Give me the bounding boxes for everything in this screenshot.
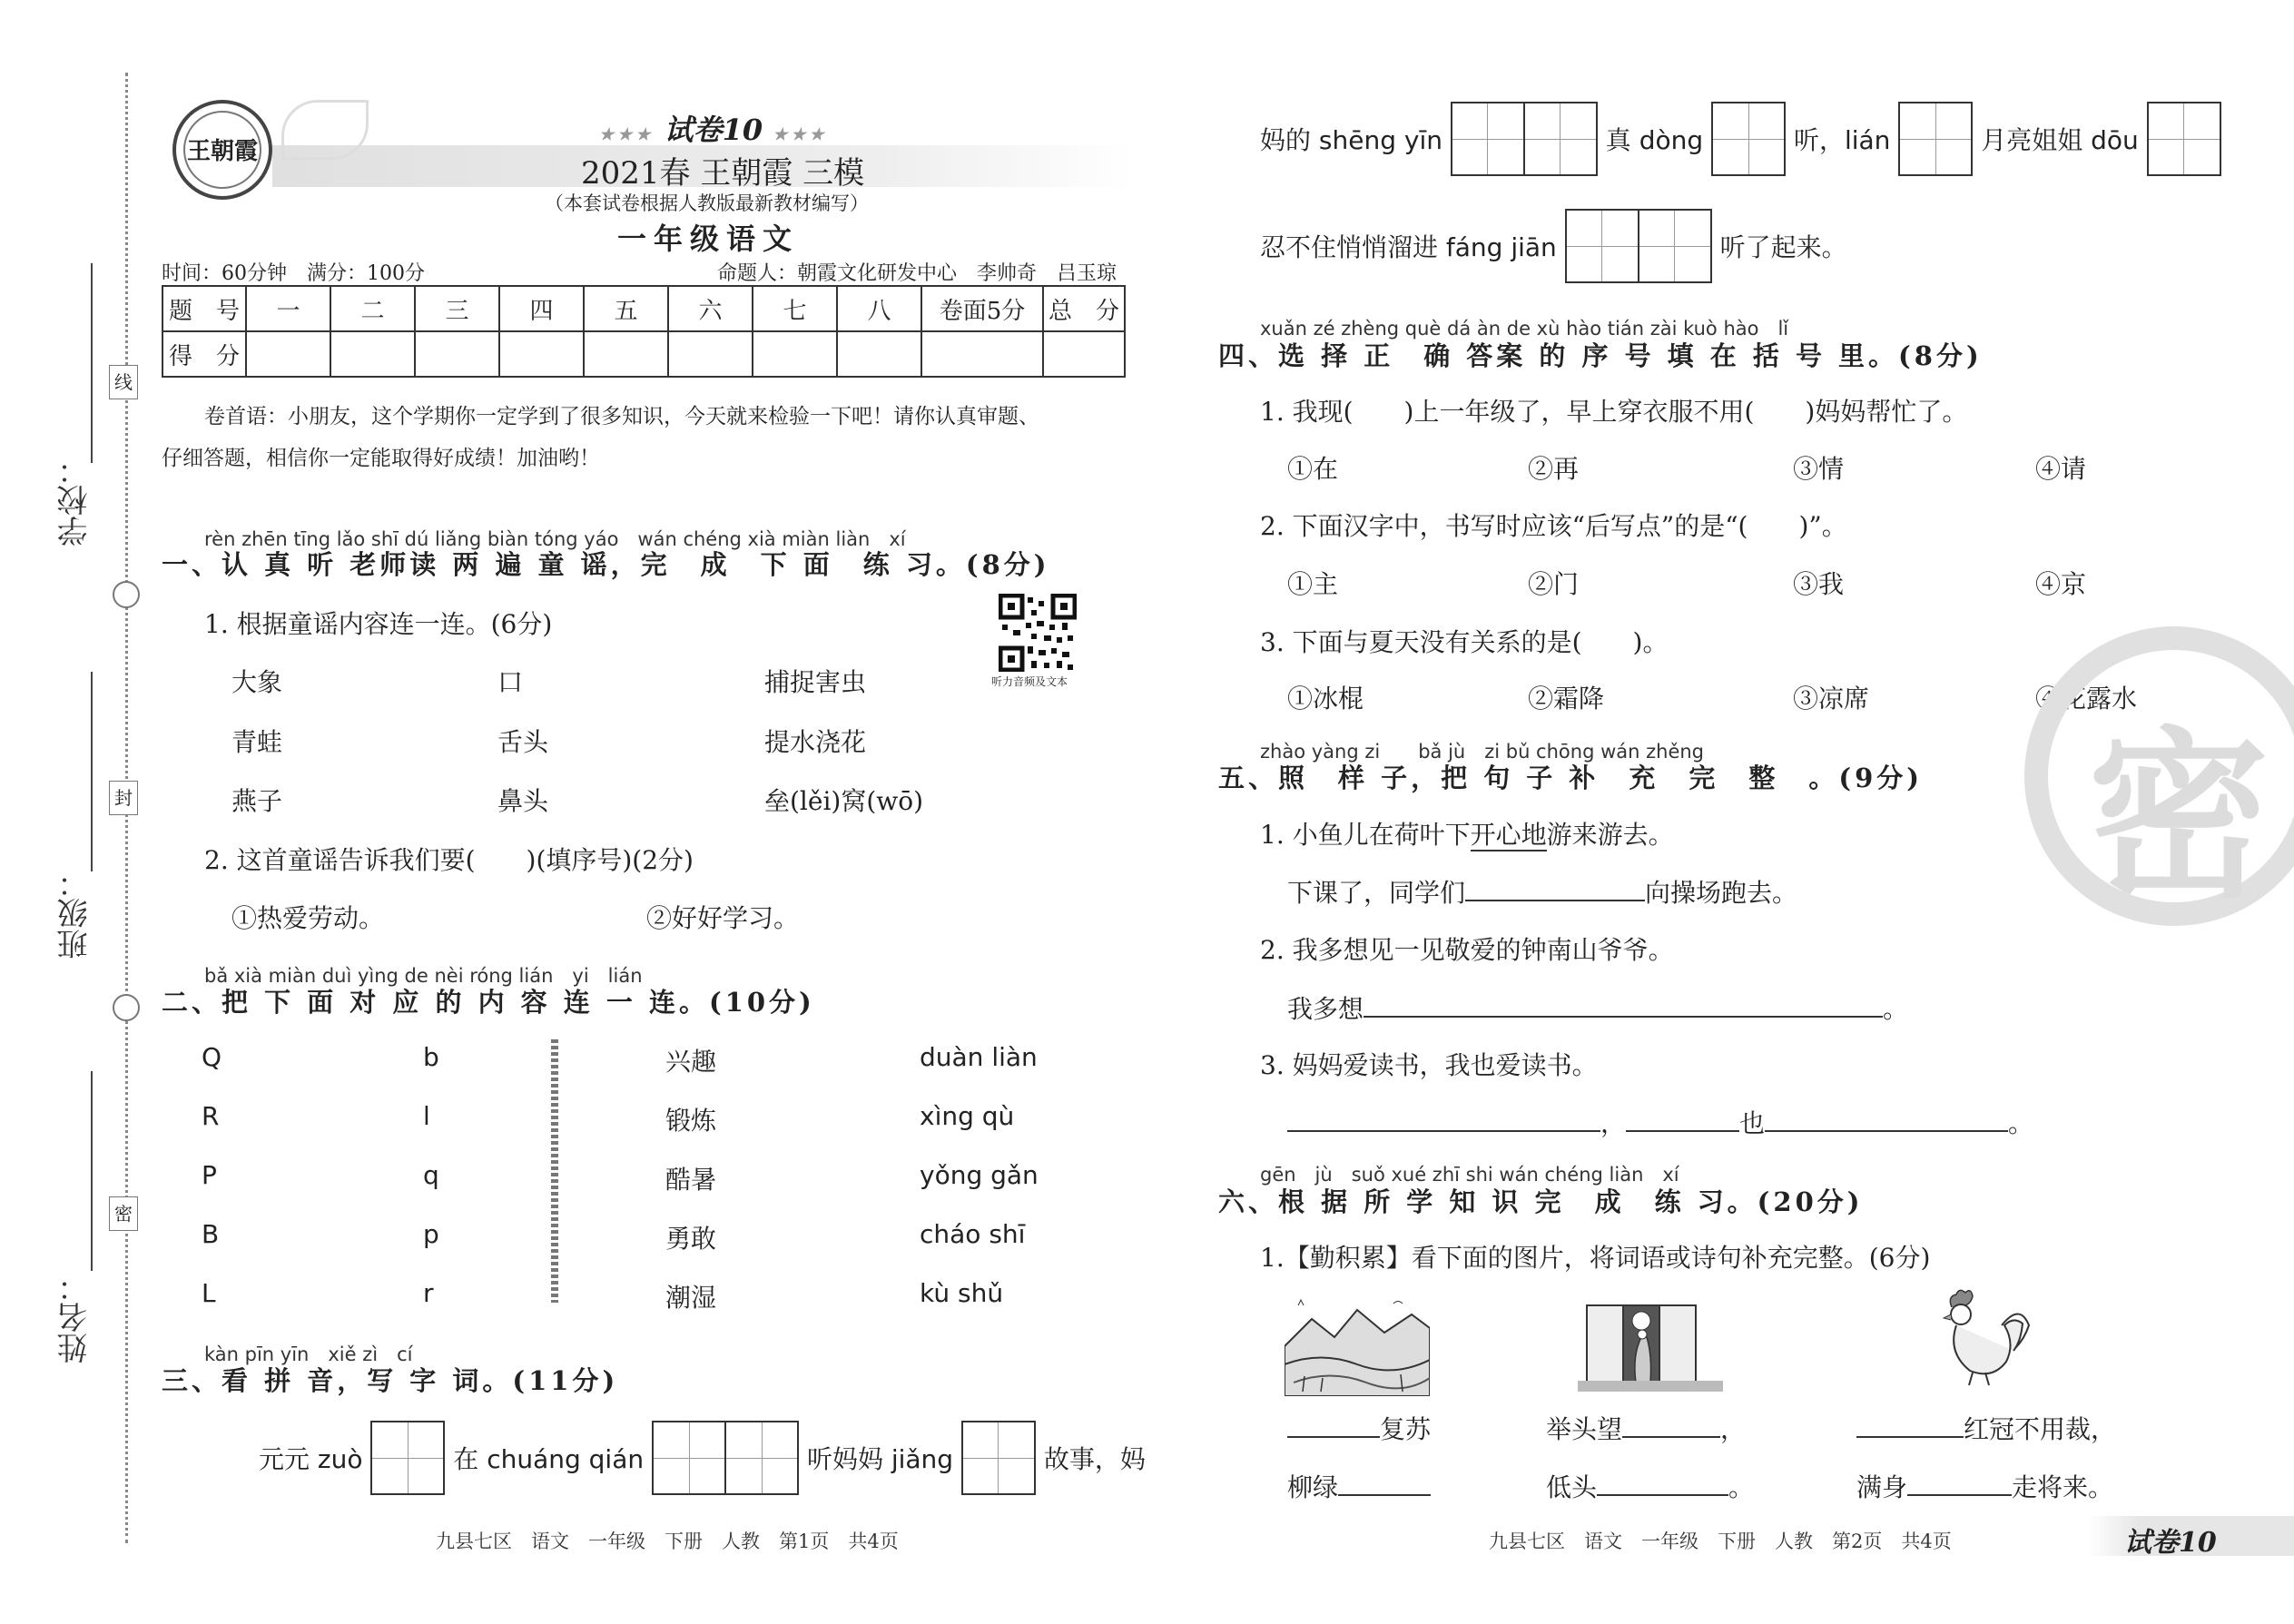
binding-hole-icon (113, 994, 140, 1021)
s6-c2 (1856, 1468, 2113, 1504)
s3-text: 元元 zuò (259, 1444, 363, 1474)
binding-mark-xian: 线 (109, 365, 138, 399)
score-row-label: 得 分 (162, 331, 246, 377)
answer-blank[interactable] (1907, 1471, 2012, 1496)
score-cell[interactable] (921, 331, 1043, 377)
star-decoration-icon: ★★★ (773, 125, 828, 144)
s1-col1-item[interactable]: 燕子 (231, 786, 283, 816)
s2-word[interactable]: 锻炼 (665, 1106, 717, 1136)
s3-line-1 (259, 1421, 1146, 1495)
s5-q1-text: 游来游去。 (1546, 820, 1674, 850)
s5-q1 (1260, 815, 1674, 851)
score-header-cell: 二 (330, 286, 415, 331)
answer-blank[interactable] (1364, 992, 1883, 1018)
answer-blank[interactable] (1856, 1412, 1964, 1438)
s2-title: 二、把 下 面 对 应 的 内 容 连 一 连。(10分) (162, 987, 815, 1018)
binding-mark-feng: 封 (109, 781, 138, 815)
s1-col3-item[interactable]: 提水浇花 (764, 727, 867, 757)
binding-mark-mi: 密 (109, 1196, 138, 1231)
s5-q2: 2. 我多想见一见敬爱的钟南山爷爷。 (1260, 935, 1674, 965)
s4-q2-opt[interactable]: ④京 (2035, 569, 2087, 599)
footer-right: 九县七区 语文 一年级 下册 人教 第2页 共4页 (1489, 1530, 1952, 1552)
s6-text: 低头 (1546, 1472, 1598, 1502)
s5-title: 五、照 样 子，把 句 子 补 充 完 整 。(9分) (1218, 763, 1924, 793)
s1-col3-item[interactable]: 捕捉害虫 (764, 667, 867, 697)
answer-blank[interactable] (1465, 876, 1645, 901)
s3-text: 在 chuáng qián (453, 1444, 645, 1474)
score-header-cell: 八 (837, 286, 921, 331)
binding-hole-icon (113, 581, 140, 608)
answer-blank[interactable] (1287, 1412, 1380, 1438)
s2-upper-letter[interactable]: P (202, 1160, 217, 1190)
footer-badge: 试卷10 (2124, 1527, 2217, 1559)
s2-word[interactable]: 兴趣 (665, 1047, 717, 1077)
score-header-cell: 七 (753, 286, 837, 331)
s2-lower-letter[interactable]: q (423, 1160, 439, 1190)
score-cell[interactable] (499, 331, 584, 377)
score-cell[interactable] (837, 331, 921, 377)
intro-line-1: 卷首语：小朋友，这个学期你一定学到了很多知识，今天就来检验一下吧！请你认真审题、 (204, 405, 1039, 428)
s5-q3-answer (1287, 1104, 2033, 1140)
s1-title: 一、认 真 听 老师读 两 遍 童 谣，完 成 下 面 练 习。(8分) (162, 549, 1050, 580)
s4-title: 四、选 择 正 确 答案 的 序 号 填 在 括 号 里。(8分) (1218, 340, 1983, 371)
subject-title: 一年级语文 (617, 221, 800, 256)
qr-code-icon[interactable] (999, 594, 1077, 672)
writing-box[interactable] (1523, 102, 1598, 176)
s4-q2-opt[interactable]: ①主 (1287, 569, 1339, 599)
series-text: 试卷10 (664, 113, 763, 147)
s6-a1 (1287, 1410, 1431, 1446)
rooster-illustration-icon (1902, 1289, 2047, 1389)
s4-pinyin: xuǎn zé zhèng què dá àn de xù hào tián zài kuò hào lǐ (1260, 318, 1789, 340)
s4-q2-opt[interactable]: ③我 (1793, 569, 1845, 599)
school-blank-line (91, 263, 93, 463)
moon-window-illustration-icon (1578, 1292, 1723, 1392)
s6-pinyin: gēn jù suǒ xué zhī shi wán chéng liàn xí (1260, 1164, 1679, 1186)
writing-box[interactable] (724, 1421, 799, 1495)
score-header-cell: 三 (415, 286, 499, 331)
s2-pinyin-item[interactable]: yǒng gǎn (920, 1160, 1039, 1190)
s4-q1-opt[interactable]: ④请 (2035, 454, 2087, 484)
s6-text: 举头望 (1546, 1414, 1623, 1444)
score-cell[interactable] (1043, 331, 1125, 377)
writing-box[interactable] (652, 1421, 726, 1495)
score-cell[interactable] (753, 331, 837, 377)
s1-col3-item[interactable]: 垒(lěi)窝(wō) (764, 786, 924, 816)
s5-text: 向操场跑去。 (1645, 878, 1798, 908)
writing-box[interactable] (1638, 209, 1712, 283)
s1-col2-item[interactable]: 口 (497, 667, 524, 697)
s2-lower-letter[interactable]: r (423, 1278, 434, 1308)
s2-dotted-divider (551, 1039, 558, 1303)
s4-q1: 1. 我现( )上一年级了，早上穿衣服不用( )妈妈帮忙了。 (1260, 397, 1968, 427)
exam-title: 2021春 王朝霞 三模 (581, 155, 865, 192)
s2-upper-letter[interactable]: Q (202, 1042, 222, 1072)
score-header-cell: 一 (246, 286, 330, 331)
score-table-score-row (162, 331, 1125, 377)
s5-text: 我多想 (1287, 994, 1364, 1024)
s6-text: 满身 (1856, 1472, 1908, 1502)
s2-word[interactable]: 潮湿 (665, 1283, 717, 1313)
s3-title: 三、看 拼 音，写 字 词。(11分) (162, 1365, 619, 1396)
s1-q1: 1. 根据童谣内容连一连。(6分) (204, 609, 553, 639)
s6-a2 (1287, 1468, 1431, 1504)
score-header-cell: 题 号 (162, 286, 246, 331)
s6-text: 复苏 (1380, 1414, 1432, 1444)
spring-landscape-illustration-icon (1285, 1296, 1430, 1396)
s4-q1-opt[interactable]: ③情 (1793, 454, 1845, 484)
series-label (599, 107, 828, 149)
score-cell[interactable] (668, 331, 753, 377)
score-header-cell: 总 分 (1043, 286, 1125, 331)
answer-blank[interactable] (1622, 1412, 1720, 1438)
s4-q3-opt[interactable]: ④花露水 (2035, 684, 2138, 714)
s6-c1 (1856, 1410, 2116, 1446)
answer-blank[interactable] (1287, 1107, 1600, 1132)
s3-text: 听了起来。 (1719, 232, 1847, 262)
s6-text: 。 (1728, 1472, 1755, 1502)
s4-q2: 2. 下面汉字中，书写时应该“后写点”的是“( )”。 (1260, 511, 1847, 541)
s6-text: ， (1720, 1414, 1747, 1444)
s3-text: 故事，妈 (1043, 1444, 1146, 1474)
s5-q3: 3. 妈妈爱读书，我也爱读书。 (1260, 1050, 1598, 1080)
s2-upper-letter[interactable]: L (202, 1278, 216, 1308)
s6-b2 (1546, 1468, 1754, 1504)
s1-col2-item[interactable]: 鼻头 (497, 786, 549, 816)
score-header-cell: 五 (584, 286, 668, 331)
seal-character: 密 (2088, 710, 2270, 923)
writing-box[interactable] (1898, 102, 1973, 176)
score-cell[interactable] (246, 331, 330, 377)
s4-q1-opt[interactable]: ①在 (1287, 454, 1339, 484)
s2-word[interactable]: 勇敢 (665, 1224, 717, 1254)
s4-q3-opt[interactable]: ①冰棍 (1287, 684, 1364, 714)
s5-text: ， (1600, 1108, 1627, 1138)
score-header-cell: 卷面5分 (921, 286, 1043, 331)
s6-b1 (1546, 1410, 1746, 1446)
class-blank-line (91, 672, 93, 871)
score-header-cell: 四 (499, 286, 584, 331)
s2-upper-letter[interactable]: R (202, 1101, 220, 1131)
s1-opt-2[interactable]: ②好好学习。 (646, 903, 800, 933)
s2-lower-letter[interactable]: b (423, 1042, 439, 1072)
s5-text: 。 (1883, 994, 1909, 1024)
s1-col1-item[interactable]: 大象 (231, 667, 283, 697)
s3-line-3 (1260, 209, 1847, 283)
s2-pinyin: bǎ xià miàn duì yìng de nèi róng lián yi lián (204, 965, 643, 987)
s1-col1-item[interactable]: 青蛙 (231, 727, 283, 757)
logo-text: 王朝霞 (183, 111, 261, 189)
s2-lower-letter[interactable]: p (423, 1219, 439, 1249)
s6-text: 红冠不用裁， (1964, 1414, 2117, 1444)
qr-caption: 听力音频及文本 (991, 675, 1068, 688)
answer-blank[interactable] (1597, 1471, 1728, 1496)
score-cell[interactable] (415, 331, 499, 377)
footer-left: 九县七区 语文 一年级 下册 人教 第1页 共4页 (436, 1530, 899, 1552)
s2-pinyin-item[interactable]: duàn liàn (920, 1042, 1038, 1072)
score-cell[interactable] (330, 331, 415, 377)
score-header-cell: 六 (668, 286, 753, 331)
s1-col2-item[interactable]: 舌头 (497, 727, 549, 757)
s6-title: 六、根 据 所 学 知 识 完 成 练 习。(20分) (1218, 1186, 1864, 1217)
answer-blank[interactable] (1626, 1107, 1739, 1132)
s3-pinyin: kàn pīn yīn xiě zì cí (204, 1343, 413, 1365)
s4-q3: 3. 下面与夏天没有关系的是( )。 (1260, 627, 1669, 657)
writing-box[interactable] (1451, 102, 1525, 176)
writing-box[interactable] (1565, 209, 1639, 283)
class-label: 班级： (57, 867, 94, 960)
s3-text: 听，lián (1793, 125, 1891, 155)
intro-line-2: 仔细答题，相信你一定能取得好成绩！加油哟！ (162, 447, 600, 470)
writing-box[interactable] (1711, 102, 1786, 176)
s1-opt-1[interactable]: ①热爱劳动。 (231, 903, 385, 933)
s5-text: 下课了，同学们 (1287, 878, 1466, 908)
s5-pinyin: zhào yàng zi bǎ jù zi bǔ chōng wán zhěng (1260, 741, 1704, 763)
writing-box[interactable] (2147, 102, 2221, 176)
s4-q3-opt[interactable]: ③凉席 (1793, 684, 1870, 714)
s5-q1-text: 1. 小鱼儿在荷叶下 (1260, 820, 1471, 850)
s2-pinyin-item[interactable]: kù shǔ (920, 1278, 1004, 1308)
s1-q2: 2. 这首童谣告诉我们要( )(填序号)(2分) (204, 845, 694, 875)
s2-pinyin-item[interactable]: xìng qù (920, 1101, 1015, 1131)
score-cell[interactable] (584, 331, 668, 377)
s3-text: 月亮姐姐 dōu (1981, 125, 2139, 155)
s6-text: 柳绿 (1287, 1472, 1339, 1502)
s6-q1: 1.【勤积累】看下面的图片，将词语或诗句补充完整。(6分) (1260, 1243, 1931, 1273)
name-blank-line (91, 1071, 93, 1271)
answer-blank[interactable] (1338, 1471, 1431, 1496)
s3-text: 忍不住悄悄溜进 fáng jiān (1260, 232, 1557, 262)
s5-q1-underlined: 开心地 (1470, 820, 1547, 850)
ribbon-decoration (281, 100, 369, 160)
s4-q3-opt[interactable]: ②霜降 (1528, 684, 1605, 714)
score-table-header-row (162, 286, 1125, 331)
writing-box[interactable] (961, 1421, 1036, 1495)
score-table (162, 285, 1126, 378)
s2-lower-letter[interactable]: l (423, 1101, 430, 1131)
s4-q2-opt[interactable]: ②门 (1528, 569, 1580, 599)
edition-note: （本套试卷根据人教版最新教材编写） (545, 192, 869, 214)
s5-q2-answer (1287, 989, 1908, 1026)
s2-word[interactable]: 酷暑 (665, 1165, 717, 1195)
s3-line-2 (1260, 102, 2221, 176)
time-info: 时间：60分钟 满分：100分 (162, 262, 425, 285)
s3-text: 真 dòng (1605, 125, 1704, 155)
authors-info: 命题人：朝霞文化研发中心 李帅奇 吕玉琼 (717, 262, 1117, 285)
publisher-logo (172, 100, 272, 200)
name-label: 姓名： (57, 1271, 94, 1363)
s2-pinyin-item[interactable]: cháo shī (920, 1219, 1026, 1249)
s5-q1-answer (1287, 873, 1797, 910)
answer-blank[interactable] (1765, 1107, 2008, 1132)
s2-upper-letter[interactable]: B (202, 1219, 220, 1249)
s5-text: 也 (1739, 1108, 1766, 1138)
s3-text: 妈的 shēng yīn (1260, 125, 1442, 155)
star-decoration-icon: ★★★ (599, 125, 655, 144)
school-label: 学校： (57, 454, 94, 546)
writing-box[interactable] (370, 1421, 445, 1495)
s5-text: 。 (2008, 1108, 2034, 1138)
s6-text: 走将来。 (2012, 1472, 2114, 1502)
s4-q1-opt[interactable]: ②再 (1528, 454, 1580, 484)
s1-pinyin: rèn zhēn tīng lǎo shī dú liǎng biàn tóng yáo wán chéng xià miàn liàn xí (204, 528, 906, 550)
s3-text: 听妈妈 jiǎng (806, 1444, 954, 1474)
